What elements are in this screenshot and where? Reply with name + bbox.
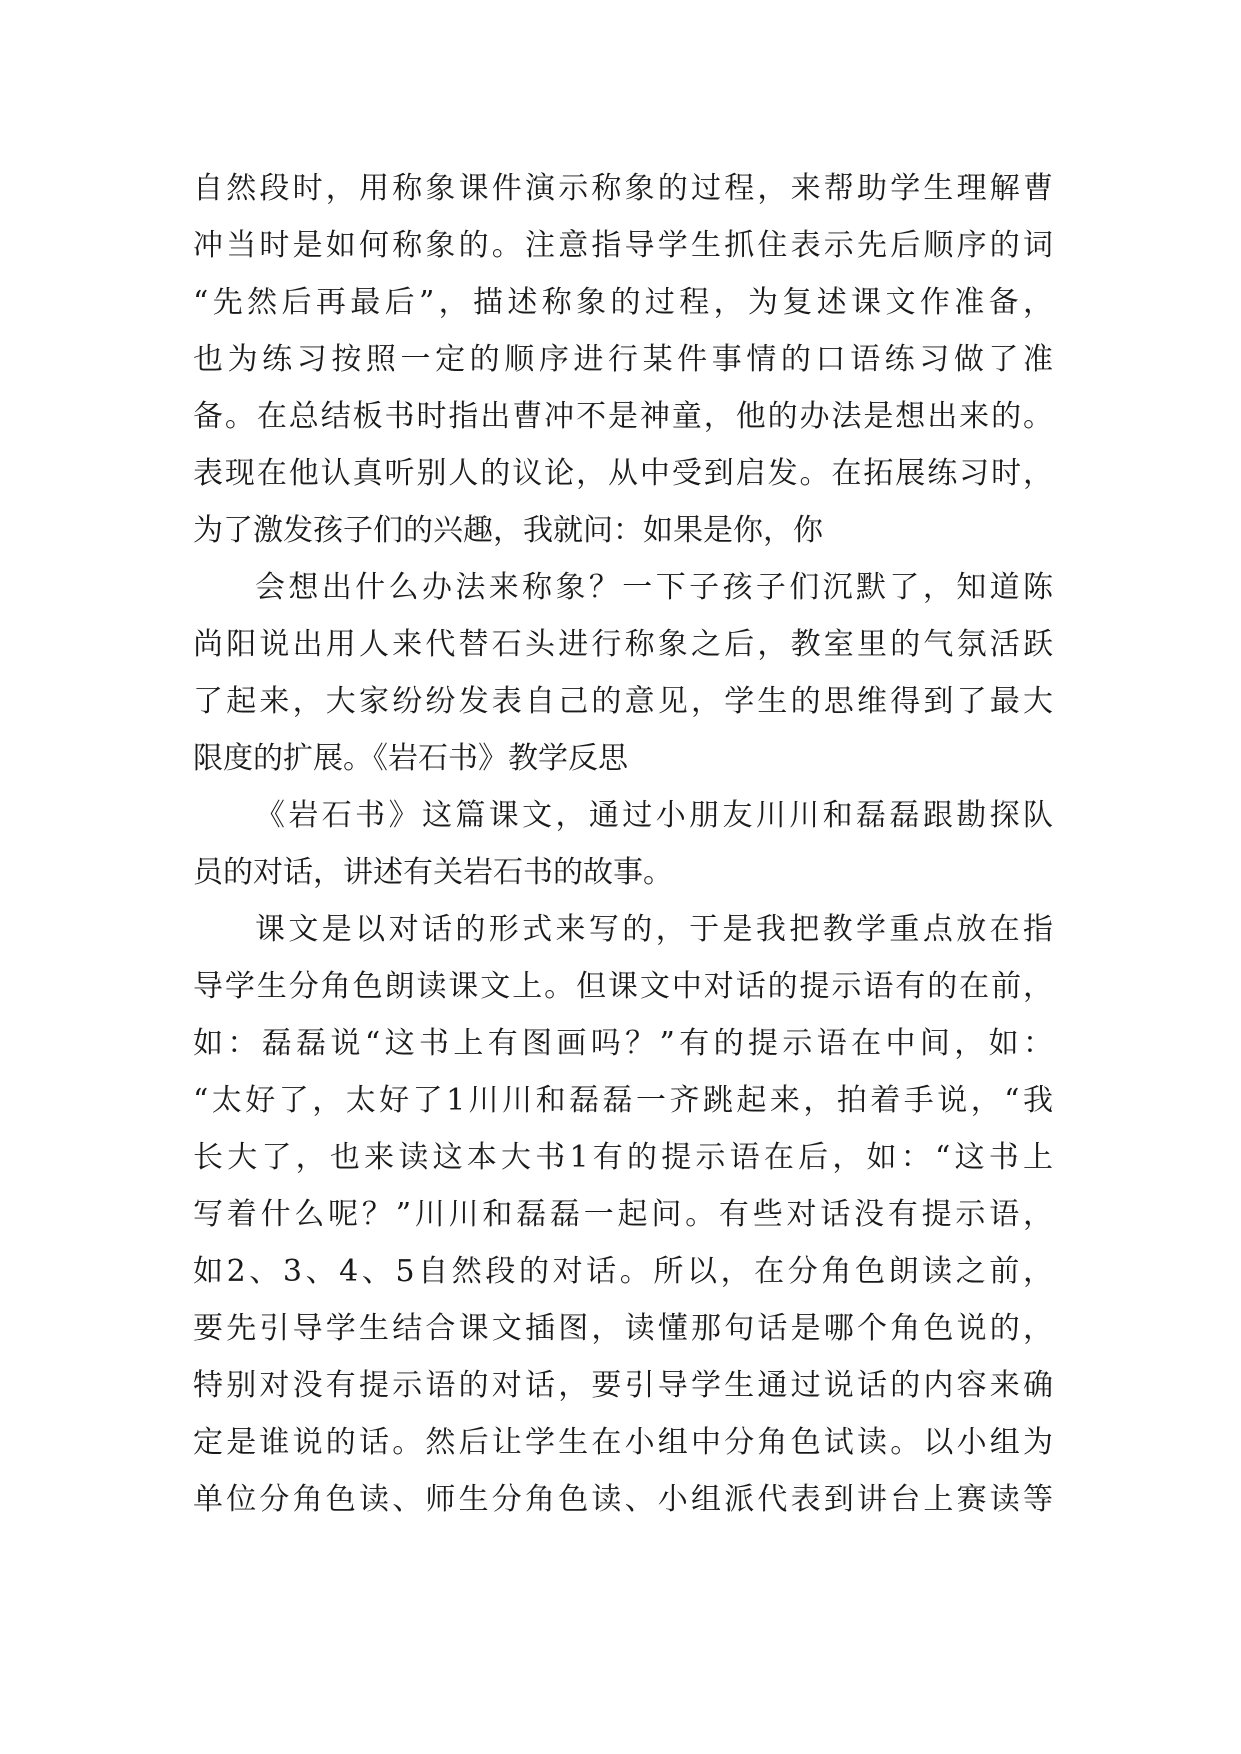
text-line: 自然段时，用称象课件演示称象的过程，来帮助学生理解曹 [193, 171, 1053, 206]
text-line: 长大了，也来读这本大书1有的提示语在后，如：“这书上 [193, 1140, 1053, 1175]
text-line: 定是谁说的话。然后让学生在小组中分角色试读。以小组为 [193, 1425, 1053, 1460]
text-line: “先然后再最后”，描述称象的过程，为复述课文作准备， [193, 285, 1053, 320]
text-line: “太好了，太好了1川川和磊磊一齐跳起来，拍着手说，“我 [193, 1083, 1053, 1118]
text-line: 尚阳说出用人来代替石头进行称象之后，教室里的气氛活跃 [193, 627, 1053, 662]
text-line: 了起来，大家纷纷发表自己的意见，学生的思维得到了最大 [193, 684, 1053, 719]
text-line: 会想出什么办法来称象？一下子孩子们沉默了，知道陈 [255, 570, 1053, 605]
text-line: 表现在他认真听别人的议论，从中受到启发。在拓展练习时， [193, 456, 1053, 491]
text-line: 单位分角色读、师生分角色读、小组派代表到讲台上赛读等 [193, 1482, 1053, 1517]
text-line: 备。在总结板书时指出曹冲不是神童，他的办法是想出来的。 [193, 399, 1053, 434]
text-line: 限度的扩展。《岩石书》教学反思 [193, 741, 628, 776]
text-line: 要先引导学生结合课文插图，读懂那句话是哪个角色说的， [193, 1311, 1053, 1346]
text-line: 课文是以对话的形式来写的，于是我把教学重点放在指 [255, 912, 1053, 947]
document-body [193, 160, 1053, 1528]
text-line: 如：磊磊说“这书上有图画吗？”有的提示语在中间，如： [193, 1026, 1053, 1061]
text-line: 写着什么呢？”川川和磊磊一起问。有些对话没有提示语， [193, 1197, 1053, 1232]
text-line: 冲当时是如何称象的。注意指导学生抓住表示先后顺序的词 [193, 228, 1053, 263]
text-line: 员的对话，讲述有关岩石书的故事。 [193, 855, 673, 890]
text-line: 也为练习按照一定的顺序进行某件事情的口语练习做了准 [193, 342, 1053, 377]
text-line: 特别对没有提示语的对话，要引导学生通过说话的内容来确 [193, 1368, 1053, 1403]
text-line: 导学生分角色朗读课文上。但课文中对话的提示语有的在前， [193, 969, 1053, 1004]
text-line: 为了激发孩子们的兴趣，我就问：如果是你，你 [193, 513, 823, 548]
text-line: 《岩石书》这篇课文，通过小朋友川川和磊磊跟勘探队 [255, 798, 1053, 833]
text-line: 如2、3、4、5自然段的对话。所以，在分角色朗读之前， [193, 1254, 1053, 1289]
